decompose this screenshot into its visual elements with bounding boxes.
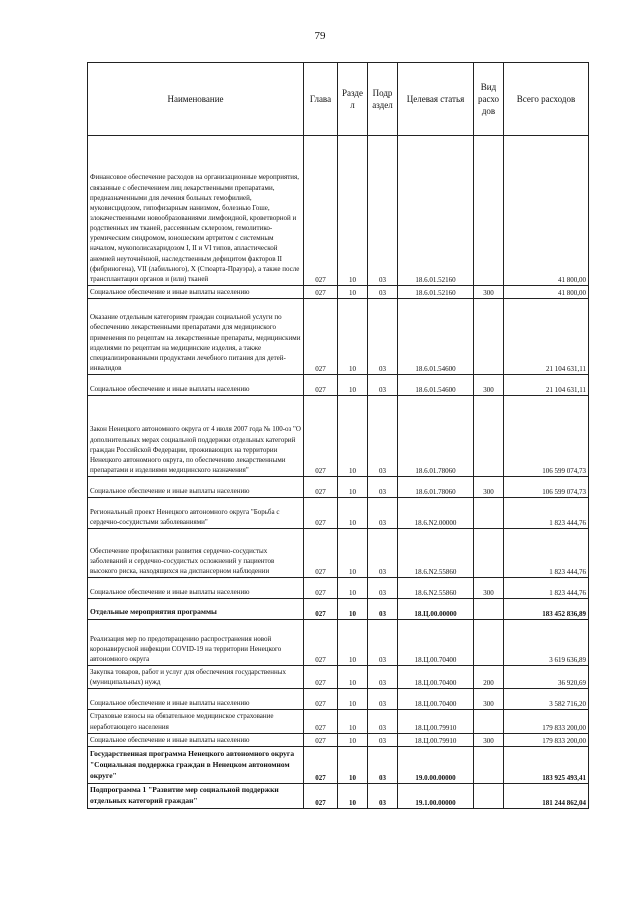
cell-podrazdel: 03 <box>368 746 398 783</box>
cell-podrazdel: 03 <box>368 710 398 733</box>
cell-glava: 027 <box>304 666 338 689</box>
cell-vid <box>474 783 504 808</box>
cell-glava: 027 <box>304 710 338 733</box>
cell-total: 1 823 444,76 <box>504 529 589 578</box>
cell-podrazdel: 03 <box>368 396 398 477</box>
header-target: Целевая статья <box>398 63 474 136</box>
header-name: Наименование <box>88 63 304 136</box>
cell-target: 18.Ц.00.79910 <box>398 710 474 733</box>
cell-razdel: 10 <box>338 733 368 746</box>
cell-glava: 027 <box>304 396 338 477</box>
cell-vid <box>474 136 504 286</box>
table-row <box>88 733 589 746</box>
cell-podrazdel: 03 <box>368 689 398 710</box>
cell-target: 18.6.N2.00000 <box>398 498 474 529</box>
cell-vid <box>474 710 504 733</box>
cell-glava: 027 <box>304 783 338 808</box>
cell-target: 18.6.01.52160 <box>398 136 474 286</box>
table-row <box>88 477 589 498</box>
cell-total: 3 619 636,89 <box>504 620 589 666</box>
cell-vid: 200 <box>474 666 504 689</box>
cell-vid <box>474 498 504 529</box>
cell-total: 41 800,00 <box>504 136 589 286</box>
cell-target: 18.6.01.54600 <box>398 375 474 396</box>
cell-glava: 027 <box>304 286 338 299</box>
cell-vid: 300 <box>474 286 504 299</box>
cell-razdel: 10 <box>338 375 368 396</box>
cell-vid: 300 <box>474 578 504 599</box>
cell-total: 41 800,00 <box>504 286 589 299</box>
cell-target: 18.6.N2.55860 <box>398 578 474 599</box>
cell-target: 18.Ц.00.70400 <box>398 689 474 710</box>
page-number: 79 <box>314 30 326 42</box>
cell-vid <box>474 299 504 375</box>
cell-glava: 027 <box>304 746 338 783</box>
table-row <box>88 666 589 689</box>
cell-podrazdel: 03 <box>368 136 398 286</box>
table-row <box>88 578 589 599</box>
cell-glava: 027 <box>304 477 338 498</box>
header-glava: Глава <box>304 63 338 136</box>
cell-glava: 027 <box>304 299 338 375</box>
table-row <box>88 529 589 578</box>
cell-total: 1 823 444,76 <box>504 578 589 599</box>
cell-glava: 027 <box>304 733 338 746</box>
cell-vid: 300 <box>474 375 504 396</box>
cell-total: 179 833 200,00 <box>504 733 589 746</box>
cell-podrazdel: 03 <box>368 666 398 689</box>
cell-target: 18.6.01.54600 <box>398 299 474 375</box>
table-row <box>88 136 589 286</box>
cell-podrazdel: 03 <box>368 375 398 396</box>
cell-vid: 300 <box>474 477 504 498</box>
cell-razdel: 10 <box>338 529 368 578</box>
cell-glava: 027 <box>304 375 338 396</box>
cell-total: 3 582 716,20 <box>504 689 589 710</box>
cell-target: 18.6.01.52160 <box>398 286 474 299</box>
cell-glava: 027 <box>304 498 338 529</box>
cell-razdel: 10 <box>338 286 368 299</box>
cell-razdel: 10 <box>338 578 368 599</box>
cell-name: Социальное обеспечение и иные выплаты населению <box>88 477 304 498</box>
cell-name: Социальное обеспечение и иные выплаты населению <box>88 733 304 746</box>
cell-total: 1 823 444,76 <box>504 498 589 529</box>
cell-name: Государственная программа Ненецкого автономного округа "Социальная поддержка граждан в Ненецком автономном округе" <box>88 746 304 783</box>
cell-target: 18.Ц.00.70400 <box>398 666 474 689</box>
cell-total: 106 599 074,73 <box>504 396 589 477</box>
cell-target: 18.6.01.78060 <box>398 477 474 498</box>
cell-total: 21 104 631,11 <box>504 375 589 396</box>
cell-glava: 027 <box>304 689 338 710</box>
table-row <box>88 710 589 733</box>
cell-vid <box>474 599 504 620</box>
cell-name: Реализация мер по предотвращению распространения новой коронавирусной инфекции COVID-19 на территории Ненецкого автономного округа <box>88 620 304 666</box>
cell-podrazdel: 03 <box>368 578 398 599</box>
cell-razdel: 10 <box>338 746 368 783</box>
cell-total: 183 925 493,41 <box>504 746 589 783</box>
cell-name: Региональный проект Ненецкого автономного округа "Борьба с сердечно-сосудистыми заболеваниями" <box>88 498 304 529</box>
cell-target: 19.1.00.00000 <box>398 783 474 808</box>
cell-podrazdel: 03 <box>368 620 398 666</box>
table-row <box>88 396 589 477</box>
cell-total: 179 833 200,00 <box>504 710 589 733</box>
cell-razdel: 10 <box>338 783 368 808</box>
table-row <box>88 783 589 808</box>
cell-glava: 027 <box>304 578 338 599</box>
cell-vid: 300 <box>474 689 504 710</box>
cell-target: 18.Ц.00.00000 <box>398 599 474 620</box>
cell-name: Социальное обеспечение и иные выплаты населению <box>88 375 304 396</box>
cell-podrazdel: 03 <box>368 498 398 529</box>
table-body <box>88 136 589 809</box>
cell-target: 18.Ц.00.70400 <box>398 620 474 666</box>
cell-name: Страховые взносы на обязательное медицинское страхование неработающего населения <box>88 710 304 733</box>
header-podrazdel: Подр аздел <box>368 63 398 136</box>
header-razdel: Разде л <box>338 63 368 136</box>
cell-vid <box>474 746 504 783</box>
table-header <box>88 63 589 136</box>
table-row <box>88 286 589 299</box>
cell-podrazdel: 03 <box>368 783 398 808</box>
cell-name: Финансовое обеспечение расходов на организационные мероприятия, связанные с обеспечением лиц лекарственными препаратами, предназначенными для лечения больных гемофилией, муковисцидозом, гипофизарным нанизмом, болезнью Гоше, злокачественными новообразованиями лимфоидной, кроветворной и родственных им тканей, рассеянным склерозом, гемолитико-уремическим синдромом, юношеским артритом с системным началом, мукополисахаридозом I, II и VI типов, апластической анемией неуточнённой, наследственным дефицитом факторов II (фибриногена), VII (лабильного), X (Стюарта-Прауэра), а также после трансплантации органов и (или) тканей <box>88 136 304 286</box>
table-row <box>88 599 589 620</box>
table-row <box>88 498 589 529</box>
cell-total: 181 244 862,04 <box>504 783 589 808</box>
table-row <box>88 620 589 666</box>
cell-total: 183 452 836,89 <box>504 599 589 620</box>
cell-podrazdel: 03 <box>368 733 398 746</box>
cell-glava: 027 <box>304 529 338 578</box>
table-row <box>88 299 589 375</box>
cell-name: Социальное обеспечение и иные выплаты населению <box>88 689 304 710</box>
cell-glava: 027 <box>304 620 338 666</box>
cell-target: 18.6.N2.55860 <box>398 529 474 578</box>
cell-name: Обеспечение профилактики развития сердечно-сосудистых заболеваний и сердечно-сосудистых осложнений у пациентов высокого риска, находящихся на диспансерном наблюдении <box>88 529 304 578</box>
cell-glava: 027 <box>304 136 338 286</box>
table-row <box>88 689 589 710</box>
cell-razdel: 10 <box>338 689 368 710</box>
cell-total: 21 104 631,11 <box>504 299 589 375</box>
cell-razdel: 10 <box>338 498 368 529</box>
cell-vid: 300 <box>474 733 504 746</box>
table-row <box>88 375 589 396</box>
cell-vid <box>474 620 504 666</box>
cell-razdel: 10 <box>338 710 368 733</box>
cell-target: 18.6.01.78060 <box>398 396 474 477</box>
cell-razdel: 10 <box>338 136 368 286</box>
cell-target: 18.Ц.00.79910 <box>398 733 474 746</box>
cell-razdel: 10 <box>338 477 368 498</box>
cell-razdel: 10 <box>338 396 368 477</box>
cell-podrazdel: 03 <box>368 286 398 299</box>
cell-name: Подпрограмма 1 "Развитие мер социальной поддержки отдельных категорий граждан" <box>88 783 304 808</box>
cell-name: Социальное обеспечение и иные выплаты населению <box>88 286 304 299</box>
cell-podrazdel: 03 <box>368 529 398 578</box>
cell-vid <box>474 396 504 477</box>
cell-total: 106 599 074,73 <box>504 477 589 498</box>
cell-name: Закон Ненецкого автономного округа от 4 июля 2007 года № 100-оз "О дополнительных мерах социальной поддержки отдельных категорий граждан Российской Федерации, проживающих на территории Ненецкого автономного округа, по обеспечению лекарственными препаратами и изделиями медицинского назначения" <box>88 396 304 477</box>
table-row <box>88 746 589 783</box>
cell-name: Отдельные мероприятия программы <box>88 599 304 620</box>
cell-razdel: 10 <box>338 666 368 689</box>
cell-podrazdel: 03 <box>368 599 398 620</box>
header-total: Всего расходов <box>504 63 589 136</box>
cell-name: Социальное обеспечение и иные выплаты населению <box>88 578 304 599</box>
cell-name: Закупка товаров, работ и услуг для обеспечения государственных (муниципальных) нужд <box>88 666 304 689</box>
cell-total: 36 920,69 <box>504 666 589 689</box>
cell-glava: 027 <box>304 599 338 620</box>
header-vid: Вид расхо дов <box>474 63 504 136</box>
cell-podrazdel: 03 <box>368 299 398 375</box>
cell-razdel: 10 <box>338 620 368 666</box>
cell-vid <box>474 529 504 578</box>
cell-razdel: 10 <box>338 299 368 375</box>
cell-target: 19.0.00.00000 <box>398 746 474 783</box>
cell-podrazdel: 03 <box>368 477 398 498</box>
cell-razdel: 10 <box>338 599 368 620</box>
cell-name: Оказание отдельным категориям граждан социальной услуги по обеспечению лекарственными препаратами для медицинского применения по рецептам на лекарственные препараты, медицинскими изделиями по рецептам на медицинские изделия, а также специализированными продуктами лечебного питания для детей-инвалидов <box>88 299 304 375</box>
budget-table <box>87 62 589 809</box>
